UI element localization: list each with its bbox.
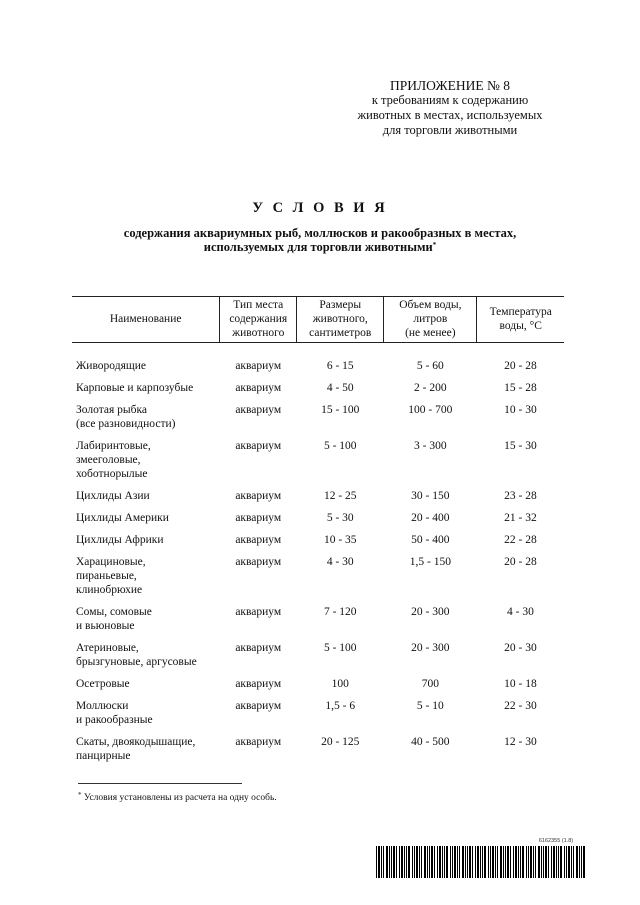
place-type-cell: аквариум: [235, 512, 282, 524]
appendix-number: ПРИЛОЖЕНИЕ № 8: [389, 78, 511, 93]
header-row: [72, 297, 564, 343]
table-row: [72, 552, 564, 602]
place-type-cell: аквариум: [235, 606, 282, 618]
name-line: Лабиринтовые,: [76, 440, 151, 452]
volume-cell: 30 - 150: [411, 490, 450, 502]
name-cell: [72, 400, 220, 436]
header-name: [72, 297, 220, 343]
header-size: [297, 297, 384, 343]
place-type-cell: аквариум: [235, 440, 282, 452]
size-cell: 1,5 - 6: [325, 700, 356, 712]
table-row: [72, 486, 564, 508]
name-line: Моллюски: [76, 700, 129, 712]
footnote-text: Условия установлены из расчета на одну особь.: [83, 793, 277, 803]
size-cell: 4 - 30: [326, 556, 354, 568]
place-type-cell: аквариум: [235, 360, 282, 372]
temperature-cell: 20 - 28: [504, 360, 537, 372]
name-line: панцирные: [76, 750, 131, 762]
name-cell: [72, 530, 220, 552]
volume-cell: 700: [421, 678, 439, 690]
header-place-type: [220, 297, 297, 343]
name-cell: [72, 732, 220, 768]
table-row: [72, 436, 564, 486]
name-line: змееголовые,: [76, 454, 141, 466]
footnote-mark: *: [432, 241, 437, 249]
size-cell: 15 - 100: [321, 404, 360, 416]
temperature-cell: 4 - 30: [507, 606, 534, 618]
temperature-cell: 15 - 30: [504, 440, 537, 452]
header-line: содержания: [229, 313, 288, 325]
size-cell: 5 - 30: [326, 512, 354, 524]
conditions-table: [72, 296, 564, 768]
volume-cell: 2 - 200: [414, 382, 447, 394]
volume-cell: 5 - 10: [416, 700, 444, 712]
volume-cell: 50 - 400: [411, 534, 450, 546]
size-cell: 4 - 50: [326, 382, 354, 394]
size-cell: 12 - 25: [323, 490, 357, 502]
name-line: хоботнорылые: [76, 468, 148, 480]
document-subtitle: [60, 226, 580, 254]
table-row: [72, 638, 564, 674]
size-cell: 10 - 35: [323, 534, 357, 546]
appendix-line: к требованиям к содержанию: [371, 93, 529, 107]
header-line: Температура: [489, 306, 552, 318]
volume-cell: 100 - 700: [408, 404, 453, 416]
name-cell: [72, 508, 220, 530]
temperature-cell: 12 - 30: [504, 736, 537, 748]
size-cell: 5 - 100: [323, 440, 357, 452]
barcode-image: [376, 846, 586, 878]
place-type-cell: аквариум: [235, 534, 282, 546]
header-line: (не менее): [405, 327, 456, 339]
name-line: Осетровые: [76, 678, 130, 690]
place-type-cell: аквариум: [235, 556, 282, 568]
footnote: [78, 793, 277, 803]
size-cell: 5 - 100: [323, 642, 357, 654]
volume-cell: 20 - 400: [411, 512, 450, 524]
name-cell: [72, 378, 220, 400]
temperature-cell: 20 - 28: [504, 556, 537, 568]
name-line: Атериновые,: [76, 642, 139, 654]
place-type-cell: аквариум: [235, 736, 282, 748]
name-line: клинобрюхие: [76, 584, 143, 596]
table-row: [72, 400, 564, 436]
header-line: Объем воды,: [399, 299, 462, 311]
header-volume: [384, 297, 477, 343]
header-line: Тип места: [233, 299, 284, 311]
temperature-cell: 15 - 28: [504, 382, 537, 394]
name-cell: [72, 602, 220, 638]
name-line: пираньевые,: [76, 570, 137, 582]
table-row: [72, 530, 564, 552]
table-row: [72, 732, 564, 768]
name-line: Скаты, двоякодышащие,: [76, 736, 196, 748]
header-line: Размеры: [319, 299, 362, 311]
header-line: животного,: [312, 313, 368, 325]
name-cell: [72, 696, 220, 732]
temperature-cell: 20 - 30: [504, 642, 537, 654]
footnote-divider: [78, 783, 242, 784]
name-line: Сомы, сомовые: [76, 606, 152, 618]
size-cell: 7 - 120: [323, 606, 357, 618]
name-line: и вьюновые: [76, 620, 135, 632]
header-temperature: [477, 297, 564, 343]
table-header: [72, 297, 564, 343]
name-line: Харациновые,: [76, 556, 146, 568]
volume-cell: 40 - 500: [411, 736, 450, 748]
name-line: (все разновидности): [76, 418, 176, 430]
table-row: [72, 343, 564, 379]
name-line: Цихлиды Африки: [76, 534, 164, 546]
size-cell: 6 - 15: [326, 360, 354, 372]
place-type-cell: аквариум: [235, 404, 282, 416]
table-row: [72, 508, 564, 530]
name-line: Цихлиды Америки: [76, 512, 169, 524]
name-line: Карповые и карпозубые: [76, 382, 194, 394]
name-line: и ракообразные: [76, 714, 153, 726]
name-line: Цихлиды Азии: [76, 490, 150, 502]
volume-cell: 20 - 300: [411, 606, 450, 618]
name-cell: [72, 343, 220, 379]
header-line: животного: [232, 327, 285, 339]
temperature-cell: 22 - 30: [504, 700, 537, 712]
name-line: Золотая рыбка: [76, 404, 147, 416]
footnote-mark: *: [78, 791, 82, 799]
temperature-cell: 23 - 28: [504, 490, 537, 502]
table-row: [72, 674, 564, 696]
name-line: Живородящие: [76, 360, 146, 372]
place-type-cell: аквариум: [235, 642, 282, 654]
temperature-cell: 10 - 18: [504, 678, 537, 690]
header-line: сантиметров: [309, 327, 372, 339]
document-code: 6162355 (1.8): [538, 838, 574, 844]
temperature-cell: 10 - 30: [504, 404, 537, 416]
header-line: литров: [413, 313, 448, 325]
table-body: [72, 343, 564, 769]
subtitle-line: содержания аквариумных рыб, моллюсков и ракообразных в местах,: [123, 226, 517, 240]
place-type-cell: аквариум: [235, 700, 282, 712]
appendix-line: животных в местах, используемых: [357, 108, 543, 122]
size-cell: 100: [331, 678, 349, 690]
table-row: [72, 378, 564, 400]
name-cell: [72, 674, 220, 696]
appendix-line: для торговли животными: [382, 123, 518, 137]
table-row: [72, 602, 564, 638]
header-line: воды, °С: [499, 320, 542, 332]
name-cell: [72, 486, 220, 508]
appendix-header: [300, 78, 600, 138]
place-type-cell: аквариум: [235, 382, 282, 394]
temperature-cell: 21 - 32: [504, 512, 537, 524]
size-cell: 20 - 125: [321, 736, 360, 748]
document-title: У С Л О В И Я: [252, 200, 388, 216]
place-type-cell: аквариум: [235, 678, 282, 690]
name-cell: [72, 436, 220, 486]
table-row: [72, 696, 564, 732]
name-cell: [72, 552, 220, 602]
volume-cell: 20 - 300: [411, 642, 450, 654]
temperature-cell: 22 - 28: [504, 534, 537, 546]
name-line: брызгуновые, аргусовые: [76, 656, 197, 668]
volume-cell: 1,5 - 150: [409, 556, 451, 568]
volume-cell: 3 - 300: [414, 440, 447, 452]
volume-cell: 5 - 60: [416, 360, 444, 372]
header-line: Наименование: [109, 313, 182, 325]
place-type-cell: аквариум: [235, 490, 282, 502]
name-cell: [72, 638, 220, 674]
subtitle-line: используемых для торговли животными*: [203, 240, 437, 254]
